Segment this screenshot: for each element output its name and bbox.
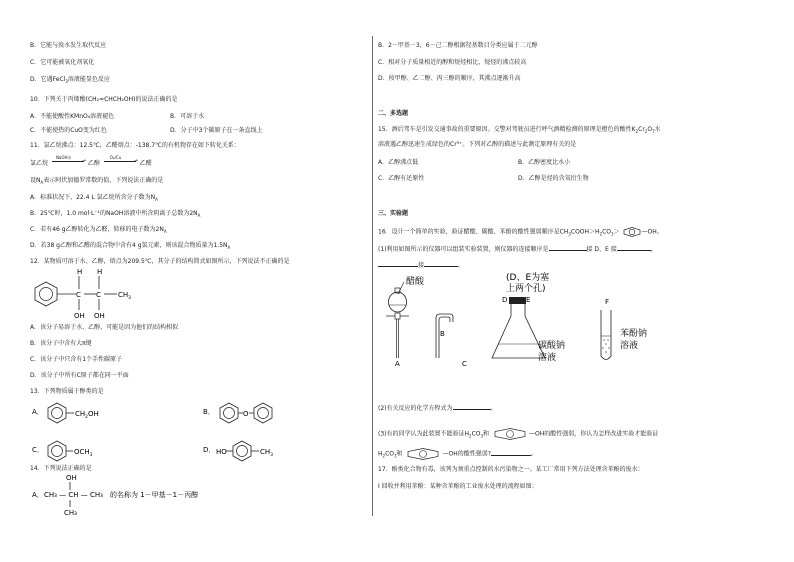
q11-arrow-1-line bbox=[52, 161, 84, 162]
apparatus-tube-label-2: 溶液 bbox=[620, 341, 639, 351]
apparatus-tube-label-1: 苯酚钠 bbox=[620, 329, 648, 339]
q11-intro: 设$N_A$表示阿伏加德罗常数的值，下列说法正确的是 bbox=[30, 177, 164, 186]
q11-chain-mid: 乙醇 bbox=[87, 160, 100, 167]
q12-option-c: C．该分子中只含有1个手性碳原子 bbox=[30, 356, 123, 363]
q13-b-benzene-left-icon bbox=[220, 403, 238, 423]
q13-stem: 13．下列物质属于醇类的是 bbox=[30, 388, 104, 395]
q16-blank-4[interactable] bbox=[424, 260, 458, 267]
q10-stem: 10．下列关于丙烯酸(CH₂=CHCH₂OH)的说法正确的是 bbox=[30, 96, 178, 103]
q12-option-d: D．该分子中所有C原子都在同一平面 bbox=[30, 372, 129, 379]
q12-oh1: OH bbox=[74, 312, 85, 320]
q14-a-text: 的名称为 1－甲基－1－丙醇 bbox=[110, 491, 199, 499]
q14-option-a-diagram bbox=[30, 472, 270, 518]
q13-d-label: D． bbox=[203, 446, 216, 454]
q9-option-b: B．它能与溴水发生取代反应 bbox=[30, 42, 107, 49]
q12-option-b: B．该分子中含有大π键 bbox=[30, 340, 92, 347]
q14-a-label: A． bbox=[32, 491, 44, 499]
q11-arrow-1 bbox=[50, 155, 86, 165]
flask-stopper bbox=[509, 297, 526, 304]
q12-c1: C bbox=[76, 291, 81, 299]
q13-b-link: O bbox=[243, 410, 249, 418]
apparatus-label-c: C bbox=[462, 360, 467, 368]
q16-part-3: (3)有的同学认为此装置不能验证$H_2CO_3$和 —OH的酸性强弱，你认为怎样改进实验才能验证 bbox=[378, 428, 658, 440]
q12-structure-diagram bbox=[30, 266, 160, 322]
q11-arrow-2 bbox=[102, 155, 138, 165]
q13-b-label: B． bbox=[203, 408, 215, 416]
q13-d-left: HO bbox=[216, 448, 227, 456]
q12-oh2: OH bbox=[94, 312, 105, 320]
q16-apparatus-diagram bbox=[378, 270, 678, 366]
apparatus-label-f: F bbox=[605, 298, 610, 306]
q15-stem-2: 溶液遇乙醇迅速生成绿色的Cr³⁺。下列对乙醇的描述与此测定原理有关的是 bbox=[378, 141, 577, 148]
q13-a-benzene-icon bbox=[48, 403, 66, 423]
q13-d-benzene-icon bbox=[233, 441, 251, 461]
apparatus-bc-bent-tube bbox=[436, 314, 467, 368]
apparatus-a-funnel bbox=[386, 275, 425, 368]
q16-part-2: (2)有关反应的化学方程式为 。 bbox=[378, 405, 497, 412]
q16-blank-1[interactable] bbox=[549, 244, 587, 251]
q13-c-benzene-icon bbox=[48, 441, 66, 461]
q13-d-right: $CH_3$ bbox=[260, 448, 274, 458]
apparatus-stopper-note-2: 上两个孔) bbox=[506, 284, 546, 294]
q13-c-group: $OCH_3$ bbox=[74, 448, 93, 458]
q15-option-a: A．乙醇沸点低 bbox=[378, 159, 419, 166]
funnel-stopcock-body bbox=[395, 313, 400, 319]
column-divider bbox=[372, 36, 373, 516]
q12-stem: 12．某物质可溶于水、乙醇，熔点为209.5℃，其分子的结构简式如图所示，下列说法不正确的是 bbox=[30, 258, 290, 265]
apparatus-flask-label-2: 溶液 bbox=[538, 353, 557, 363]
q14-option-b: B．2－甲基－3，6－己二醇根据羟基数目分类应属于二元醇 bbox=[378, 42, 538, 49]
q16-stem: 16．设计一个简单的实验，验证醋酸、碳酸、苯酚的酸性强弱顺序是$CH_3COOH>H_2CO_3>$ —OH。 bbox=[378, 228, 663, 237]
q12-ch3: $CH_3$ bbox=[118, 291, 132, 301]
q11-option-b: B．25℃时，1.0 mol·L⁻¹的NaOH溶液中所含阴离子总数为$2N_A$ bbox=[30, 210, 201, 219]
q12-option-a: A．该分子易溶于水、乙醇，可能是因为他们的结构相似 bbox=[30, 324, 179, 331]
apparatus-de-flask bbox=[492, 271, 565, 363]
q10-option-a: A．不能使酸性KMnO₄溶液褪色 bbox=[30, 113, 115, 120]
q14-option-c: C．相对分子质量相近的醇和烷烃相比，烷烃的沸点较高 bbox=[378, 59, 527, 66]
q16-blank-6[interactable] bbox=[491, 449, 531, 456]
q13-a-label: A． bbox=[32, 408, 44, 416]
section-multiple-choice-title: 二、多选题 bbox=[378, 110, 409, 117]
q11-arrow-1-label: NaOH水 bbox=[55, 155, 72, 160]
benzene-ring-icon bbox=[35, 282, 57, 306]
q9-option-d: D．它遇FeCl$_3$溶液能显色反应 bbox=[30, 76, 110, 85]
section-experiment-title: 三、实验题 bbox=[378, 210, 409, 217]
q12-c2: C bbox=[96, 291, 101, 299]
q10-option-c: C．不能使热的CuO变为红色 bbox=[30, 127, 107, 134]
q13-options-diagram bbox=[30, 400, 365, 470]
q11-arrow-1-head: → bbox=[81, 158, 86, 164]
q16-blank-3[interactable] bbox=[378, 260, 418, 267]
q9-option-c: C．它可能被氧化剂氧化 bbox=[30, 59, 95, 66]
apparatus-f-test-tube bbox=[601, 298, 647, 360]
q15-option-d: D．乙醇是烃的含氧衍生物 bbox=[518, 175, 589, 182]
q10-option-d: D．分子中3个碳原子在一条直线上 bbox=[170, 127, 263, 134]
q11-arrow-2-line bbox=[104, 161, 136, 162]
q11-reaction-chain bbox=[30, 155, 152, 167]
q14-a-ch3: CH₃ bbox=[64, 509, 77, 517]
q16-blank-2[interactable] bbox=[617, 244, 651, 251]
q14-stem: 14．下列说法正确的是 bbox=[30, 465, 92, 472]
q11-chain-start: 氯乙烷 bbox=[30, 160, 49, 167]
apparatus-label-e: E bbox=[526, 296, 531, 304]
apparatus-stopper-note-1: (D、E为塞 bbox=[506, 273, 550, 283]
q16-phenol-icon bbox=[622, 227, 642, 237]
q12-h1: H bbox=[77, 268, 83, 276]
q16-part-3b: $H_2CO_3$和 —OH的酸性强弱? 。 bbox=[378, 448, 537, 460]
q14-a-chain: CH₃ — CH — CH₃ bbox=[44, 491, 103, 499]
apparatus-flask-label-1: 碳酸钠 bbox=[538, 341, 566, 351]
q13-b-benzene-right-icon bbox=[254, 403, 272, 423]
q11-arrow-2-label: O₂/Cu bbox=[109, 155, 122, 160]
q16-p3b-phenol-icon bbox=[404, 448, 442, 460]
apparatus-label-b: B bbox=[440, 330, 445, 338]
funnel-bulb bbox=[389, 292, 407, 312]
q15-option-c: C．乙醇有还原性 bbox=[378, 175, 425, 182]
q11-arrow-2-head: → bbox=[133, 158, 138, 164]
q13-c-label: C． bbox=[32, 446, 44, 454]
q14-option-d: D．按甲醇、乙二醇、丙三醇的顺序，其沸点逐渐升高 bbox=[378, 75, 521, 82]
test-tube-liquid-dots bbox=[602, 339, 609, 352]
apparatus-label-d: D bbox=[502, 296, 508, 304]
apparatus-label-a: A bbox=[395, 360, 400, 368]
q11-stem: 11．氯乙烷沸点：12.5℃，乙醛熔点：-138.7℃的有机物存在如下转化关系： bbox=[30, 142, 240, 149]
q11-option-a: A．标准状况下，22.4 L 氯乙烷所含分子数为$N_A$ bbox=[30, 194, 158, 203]
q10-option-b: B．可溶于水 bbox=[170, 113, 205, 120]
q16-p3-phenol-icon bbox=[491, 428, 529, 440]
q13-a-group: $CH_2OH$ bbox=[75, 410, 99, 420]
q16-part-1b: 接 。 bbox=[378, 260, 464, 269]
q11-option-d: D．若38 g乙醇和乙醛的混合物中含有4 g氢元素，则该混合物质量为$1.5N_A$ bbox=[30, 242, 231, 251]
q15-stem: 15．酒后驾车是引发交通事故的重要原因。交警对驾驶员进行呼气酒精检测的原理是橙色的酸性$K_2Cr_2O_7$水 bbox=[378, 126, 661, 135]
q16-part-1: (1)利用如图所示的仪器可以组装实验装置，则仪器的连接顺序是 接 D、E 接 ， bbox=[378, 246, 657, 253]
q12-h2: H bbox=[97, 268, 103, 276]
apparatus-acetic-acid-label: 醋酸 bbox=[406, 277, 425, 287]
q11-chain-end: 乙醛 bbox=[139, 160, 152, 167]
q15-option-b: B．乙醇密度比水小 bbox=[518, 159, 571, 166]
q11-option-c: C．若有46 g乙醇转化为乙醛，转移的电子数为$2N_A$ bbox=[30, 226, 167, 235]
q16-blank-5[interactable] bbox=[453, 403, 491, 410]
q14-oh: OH bbox=[66, 474, 77, 482]
q17-sub: I 回收并利用苯酚：某种含苯酚的工业废水处理的流程如图： bbox=[378, 483, 538, 490]
q17-stem: 17．酚类化合物有毒，该列为须重点控制的水污染物之一。某工厂常用下列方法处理含苯酚的废水： bbox=[378, 466, 644, 473]
